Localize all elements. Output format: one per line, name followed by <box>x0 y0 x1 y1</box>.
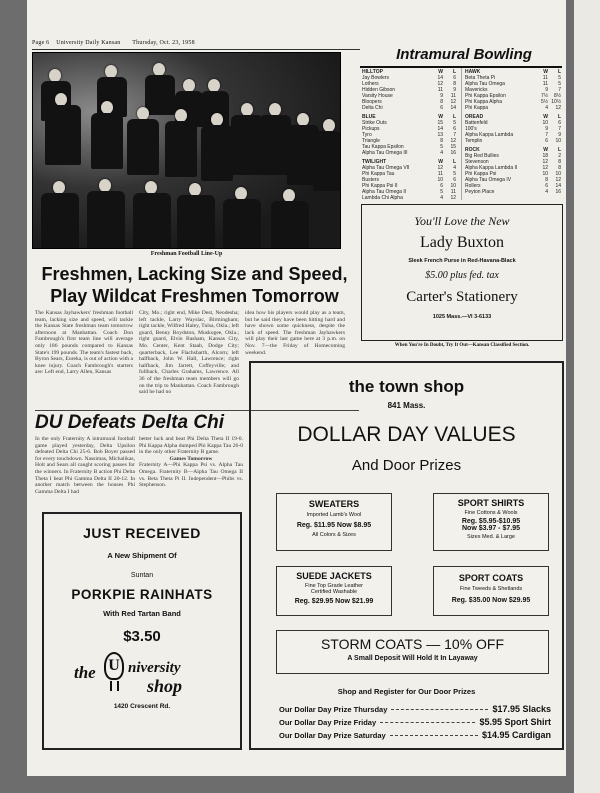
prize-item: $5.95 Sport Shirt <box>479 717 551 727</box>
team-name: Phi Kappa Psi <box>465 171 497 177</box>
team-losses: 10 <box>555 138 561 144</box>
team-losses: 8 <box>453 81 456 87</box>
storm-coats-sub: A Small Deposit Will Hold It In Layaway <box>347 655 478 662</box>
rain-ad-line-2: A New Shipment Of <box>107 551 177 560</box>
team-wins: 11 <box>437 87 443 93</box>
team-wins: 4 <box>545 105 548 111</box>
story-column-3: idea how his players would play as a team, but he said they have been hitting hard and have shown some quickness, despite the lack of speed. The freshman Jayhawkers will play their last game here at 3 p.m. on Nov. 7—the Friday of Homecoming weekend. <box>245 310 345 356</box>
bowling-title: Intramural Bowling <box>396 46 532 63</box>
page-number: Page 6 <box>32 40 50 46</box>
prize-list <box>279 703 551 742</box>
wins-header: W <box>438 159 443 165</box>
team-name: Phi Kappa Psi II <box>362 183 398 189</box>
football-photo <box>32 52 341 249</box>
team-name: Mavericks <box>465 87 488 93</box>
team-wins: 7 <box>545 132 548 138</box>
sweaters-price: Reg. $11.95 Now $8.95 <box>296 522 372 529</box>
team-name: Phi Kappa Alpha <box>465 99 502 105</box>
bowling-right-tables <box>465 69 561 195</box>
bowling-team-row <box>362 195 456 201</box>
lady-ad-description: Sleek French Purse in Red-Havana-Black <box>408 258 516 264</box>
team-losses: 11 <box>450 189 456 195</box>
prize-item: $14.95 Cardigan <box>481 730 551 740</box>
sport-coats-title: SPORT COATS <box>458 573 524 583</box>
team-wins: 12 <box>542 165 548 171</box>
bowling-divider <box>461 68 462 200</box>
team-name: Strike Outs <box>362 120 387 126</box>
du-games-head: Games Tomorrow <box>169 455 213 462</box>
team-name: Alpha Kappa Lambda II <box>465 165 518 171</box>
du-games: Fraternity A—Phi Kappa Psi vs. Alpha Tau Omega. Fraternity B—Alpha Tau Omega II vs. Beta Theta Pi II. Independent—Phibs vs. Stephenson. <box>139 462 243 489</box>
prize-day: Our Dollar Day Prize Friday <box>279 718 377 727</box>
suede-jackets-box <box>276 566 392 616</box>
suede-jackets-title: SUEDE JACKETS <box>296 571 372 581</box>
rain-ad-address: 1420 Crescent Rd. <box>113 703 171 710</box>
team-losses: 9 <box>558 132 561 138</box>
wins-header: W <box>543 69 548 75</box>
team-name: Rollers <box>465 183 481 189</box>
sport-shirts-note: Sizes Med. & Large <box>467 534 515 540</box>
story-headline-line-1: Freshmen, Lacking Size and Speed, <box>41 264 348 284</box>
team-losses: 16 <box>450 150 456 156</box>
sweaters-title: SWEATERS <box>308 499 360 509</box>
du-column-2-wrap <box>139 436 243 508</box>
team-name: Phi Kappa Tau <box>362 171 395 177</box>
team-wins: 10 <box>437 177 443 183</box>
team-losses: 5 <box>453 120 456 126</box>
lady-ad-price: $5.00 plus fed. tax <box>425 270 499 281</box>
lady-ad-address: 1025 Mass.—VI 3-6133 <box>432 314 492 320</box>
prize-row <box>279 703 551 716</box>
team-losses: 5 <box>558 81 561 87</box>
losses-header: L <box>557 69 561 75</box>
storm-coats-box <box>276 630 549 674</box>
team-wins: 5 <box>440 189 443 195</box>
prize-row <box>279 716 551 729</box>
team-wins: 6 <box>545 138 548 144</box>
wins-header: W <box>543 114 548 120</box>
team-wins: 12 <box>437 165 443 171</box>
team-name: Phi Kappa Epsilon <box>465 93 506 99</box>
team-name: Alpha Tau Omega VII <box>362 165 410 171</box>
newspaper-page <box>27 0 566 776</box>
losses-header: L <box>557 114 561 120</box>
league-name: ROCK <box>465 147 480 153</box>
suede-jackets-price: Reg. $29.95 Now $21.99 <box>294 598 374 605</box>
logo-u: U <box>104 652 124 680</box>
wins-header: W <box>543 147 548 153</box>
team-name: Alpha Tau Omega <box>465 81 505 87</box>
team-name: Templin <box>465 138 483 144</box>
bowling-team-row <box>362 105 456 111</box>
team-name: Lambda Chi Alpha <box>362 195 403 201</box>
team-losses: 12 <box>450 195 456 201</box>
town-shop-ad <box>249 361 564 750</box>
sport-shirts-price: Reg. $5.95-$10.95 <box>461 518 521 525</box>
prize-item: $17.95 Slacks <box>492 704 551 714</box>
door-prizes-headline: And Door Prizes <box>351 457 462 474</box>
team-name: 100's <box>465 126 477 132</box>
lady-ad-product: Lady Buxton <box>420 234 504 251</box>
issue-date: Thursday, Oct. 23, 1958 <box>132 40 195 46</box>
team-name: Beta Theta Pi <box>465 75 496 81</box>
team-name: Big Red Bullies <box>465 153 499 159</box>
team-wins: 12 <box>542 159 548 165</box>
dollar-day-headline: DOLLAR DAY VALUES <box>297 423 516 446</box>
sport-coats-price: Reg. $35.00 Now $29.95 <box>451 597 531 604</box>
logo-the: the <box>74 663 96 682</box>
lady-buxton-ad <box>361 204 563 341</box>
league-name: HAWK <box>465 69 481 75</box>
sport-shirts-sub: Fine Cottons & Wools <box>464 510 518 516</box>
team-losses: 4 <box>453 165 456 171</box>
town-shop-name: the town shop <box>348 377 465 396</box>
logo-figure-legs <box>110 681 119 691</box>
du-column-1: In the only Fraternity A intramural football game played yesterday, Delta Upsilon defeated Delta Chi 25-6. Bob Boyer passed for every touchdown. Nassimas, Michalikas, Holt and Sears all caught scoring passes for the winners. In Fraternity B action Phi Delta Theta I beat Phi Gamma Delta II 20-12. In another match between the houses Phi Gamma Delta I had <box>35 436 135 495</box>
bowling-team-row <box>465 138 561 144</box>
team-name: Varsity House <box>362 93 393 99</box>
suede-jackets-sub-2: Certified Washable <box>310 589 358 595</box>
sweaters-box <box>276 493 392 551</box>
team-wins: 6 <box>440 105 443 111</box>
sport-coats-sub: Fine Tweeds & Shetlands <box>459 586 523 592</box>
losses-header: L <box>452 159 456 165</box>
team-losses: 8½ <box>554 93 561 99</box>
leader-dots <box>390 735 478 736</box>
team-losses: 5 <box>558 75 561 81</box>
team-name: Alpha Tau Omega IV <box>465 177 512 183</box>
wins-header: W <box>438 114 443 120</box>
bowling-left-tables <box>362 69 456 201</box>
team-wins: 11 <box>542 81 548 87</box>
rain-ad-line-1: JUST RECEIVED <box>83 525 201 541</box>
sport-shirts-price-now: Now $3.97 - $7.95 <box>462 525 520 532</box>
sweaters-sub: Imported Lamb's Wool <box>306 512 362 518</box>
sweaters-note: All Colors & Sizes <box>312 532 356 538</box>
team-wins: 11 <box>542 75 548 81</box>
team-losses: 10½ <box>551 99 561 105</box>
team-losses: 6 <box>558 120 561 126</box>
story-headline-line-2: Play Wildcat Freshmen Tomorrow <box>50 286 339 306</box>
team-name: Alpha Kappa Lambda <box>465 132 514 138</box>
sport-coats-box <box>433 566 549 616</box>
university-shop-logo <box>44 651 240 697</box>
team-wins: 9 <box>545 126 548 132</box>
team-name: Triangle <box>362 138 380 144</box>
losses-header: L <box>452 69 456 75</box>
team-name: Battenfeld <box>465 120 488 126</box>
team-losses: 12 <box>450 138 456 144</box>
story-column-1: The Kansas Jayhawkers' freshman football team, lacking size and speed, will tackle the Kansas State freshman team tomorrow afternoon at Manhattan. Coach Don Fambrough's first team line will average only 186 pounds compared to Kansas State's 199 pounds. The team's fastest back, Byron Sears, Eureka, is out of action with a knee injury. Coach Fambrough's starters are: Left end, Larry Allen, Kansas <box>35 310 133 376</box>
league-name: TWILIGHT <box>362 159 387 165</box>
register-line: Shop and Register for Our Door Prizes <box>337 687 476 696</box>
prize-day: Our Dollar Day Prize Thursday <box>279 705 388 714</box>
team-wins: 10 <box>542 171 548 177</box>
team-losses: 6 <box>453 126 456 132</box>
team-name: Alpha Tau Omega II <box>362 189 407 195</box>
bowling-team-row <box>465 105 561 111</box>
leader-dots <box>380 722 475 723</box>
team-wins: 4 <box>545 189 548 195</box>
team-losses: 10 <box>555 171 561 177</box>
team-losses: 14 <box>450 105 456 111</box>
team-wins: 6 <box>440 183 443 189</box>
team-name: Peyton Place <box>465 189 495 195</box>
team-wins: 15 <box>437 120 443 126</box>
team-name: Bloopers <box>362 99 382 105</box>
team-name: Tau Kappa Epsilon <box>362 144 404 150</box>
team-name: Hidden Gibson <box>362 87 396 93</box>
rain-ad-band: With Red Tartan Band <box>103 609 181 618</box>
photo-caption: Freshman Football Line-Up <box>150 251 223 257</box>
team-losses: 11 <box>450 93 456 99</box>
storm-coats-headline: STORM COATS — 10% OFF <box>320 636 505 652</box>
team-losses: 14 <box>555 183 561 189</box>
team-losses: 12 <box>450 99 456 105</box>
team-losses: 8 <box>558 165 561 171</box>
sport-shirts-title: SPORT SHIRTS <box>457 498 525 508</box>
team-wins: 9 <box>440 93 443 99</box>
leader-dots <box>391 709 488 710</box>
team-losses: 12 <box>555 177 561 183</box>
losses-header: L <box>452 114 456 120</box>
prize-row <box>279 729 551 742</box>
team-name: Jay Bowlers <box>362 75 389 81</box>
team-wins: 14 <box>437 126 443 132</box>
adjacent-page-edge <box>574 0 600 793</box>
logo-shop: shop <box>147 676 183 696</box>
team-name: Alpha Tau Omega III <box>362 150 408 156</box>
lady-ad-line-1: You'll Love the New <box>414 214 510 228</box>
wins-header: W <box>438 69 443 75</box>
team-losses: 15 <box>450 144 456 150</box>
team-wins: 10 <box>542 120 548 126</box>
team-losses: 7 <box>558 87 561 93</box>
team-losses: 16 <box>555 189 561 195</box>
team-wins: 11 <box>437 171 443 177</box>
bowling-team-row <box>465 189 561 195</box>
team-wins: 8 <box>440 138 443 144</box>
team-losses: 8 <box>558 159 561 165</box>
team-losses: 5 <box>453 171 456 177</box>
team-wins: 5½ <box>541 99 548 105</box>
rainhats-ad <box>42 512 242 750</box>
team-wins: 4 <box>440 150 443 156</box>
team-wins: 18 <box>542 153 548 159</box>
team-losses: 6 <box>453 75 456 81</box>
league-name: HILLTOP <box>362 69 383 75</box>
logo-name: niversity <box>128 660 181 676</box>
team-name: Busters <box>362 177 379 183</box>
team-wins: 7½ <box>541 93 548 99</box>
team-wins: 13 <box>437 132 443 138</box>
team-name: Tyro <box>362 132 372 138</box>
du-headline: DU Defeats Delta Chi <box>35 412 224 433</box>
page-header <box>32 40 195 46</box>
team-wins: 5 <box>440 144 443 150</box>
team-wins: 14 <box>437 75 443 81</box>
town-shop-address: 841 Mass. <box>387 401 426 410</box>
league-name: BLUE <box>362 114 376 120</box>
league-name: OREAD <box>465 114 484 120</box>
sport-shirts-box <box>433 493 549 551</box>
team-name: Phi Kappa <box>465 105 489 111</box>
du-column-2: better luck and beat Phi Delta Theta II 19-0. Phi Kappa Alpha dumped Phi Kappa Tau 26-0 in the only other Fraternity B game. <box>139 436 243 456</box>
team-losses: 9 <box>453 87 456 93</box>
team-losses: 7 <box>453 132 456 138</box>
team-wins: 9 <box>545 87 548 93</box>
team-losses: 7 <box>558 126 561 132</box>
team-wins: 6 <box>545 183 548 189</box>
team-wins: 8 <box>440 99 443 105</box>
team-name: Stevenson <box>465 159 489 165</box>
team-losses: 2 <box>558 153 561 159</box>
team-name: Pickups <box>362 126 380 132</box>
prize-day: Our Dollar Day Prize Saturday <box>279 731 386 740</box>
team-losses: 10 <box>450 183 456 189</box>
team-wins: 4 <box>440 195 443 201</box>
lady-ad-store: Carter's Stationery <box>406 289 518 305</box>
rain-ad-price: $3.50 <box>123 628 161 645</box>
story-column-2: City, Mo.; right end, Mike Dest, Neodesha; left tackle, Larry Wayslac, Birmingham; right tackle, Wilfred Haley, Tulsa, Okla.; left guard, Benny Boydston, Muskogee, Okla.; right guard, Elvin Basham, Kansas City, Mo. Center, Kent Staab, Dodge City; quarterback, Lee Flachsbarth, Alcorn; left halfback, John W. Hall, Lawrence; right halfback, Jim Jarrett, Coffeyville; and fullback, Charles Grahams, Lawrence. All 36 of the freshman team members will go on the trip to Manhattan. Coach Fambrough said he had no <box>139 310 239 396</box>
paper-name: University Daily Kansan <box>56 40 121 46</box>
team-wins: 12 <box>437 81 443 87</box>
team-wins: 8 <box>545 177 548 183</box>
classified-tagline: When You're In Doubt, Try It Out—Kansan Classified Section. <box>394 343 530 348</box>
rain-ad-product: PORKPIE RAINHATS <box>71 587 213 602</box>
suede-jackets-sub: Fine Top Grade Leather <box>305 583 363 589</box>
team-losses: 6 <box>453 177 456 183</box>
team-losses: 12 <box>555 105 561 111</box>
losses-header: L <box>557 147 561 153</box>
team-name: Lothers <box>362 81 379 87</box>
bowling-team-row <box>362 150 456 156</box>
header-rule <box>32 49 360 50</box>
team-name: Delta Chi <box>362 105 383 111</box>
rain-ad-line-3: Suntan <box>130 572 154 579</box>
